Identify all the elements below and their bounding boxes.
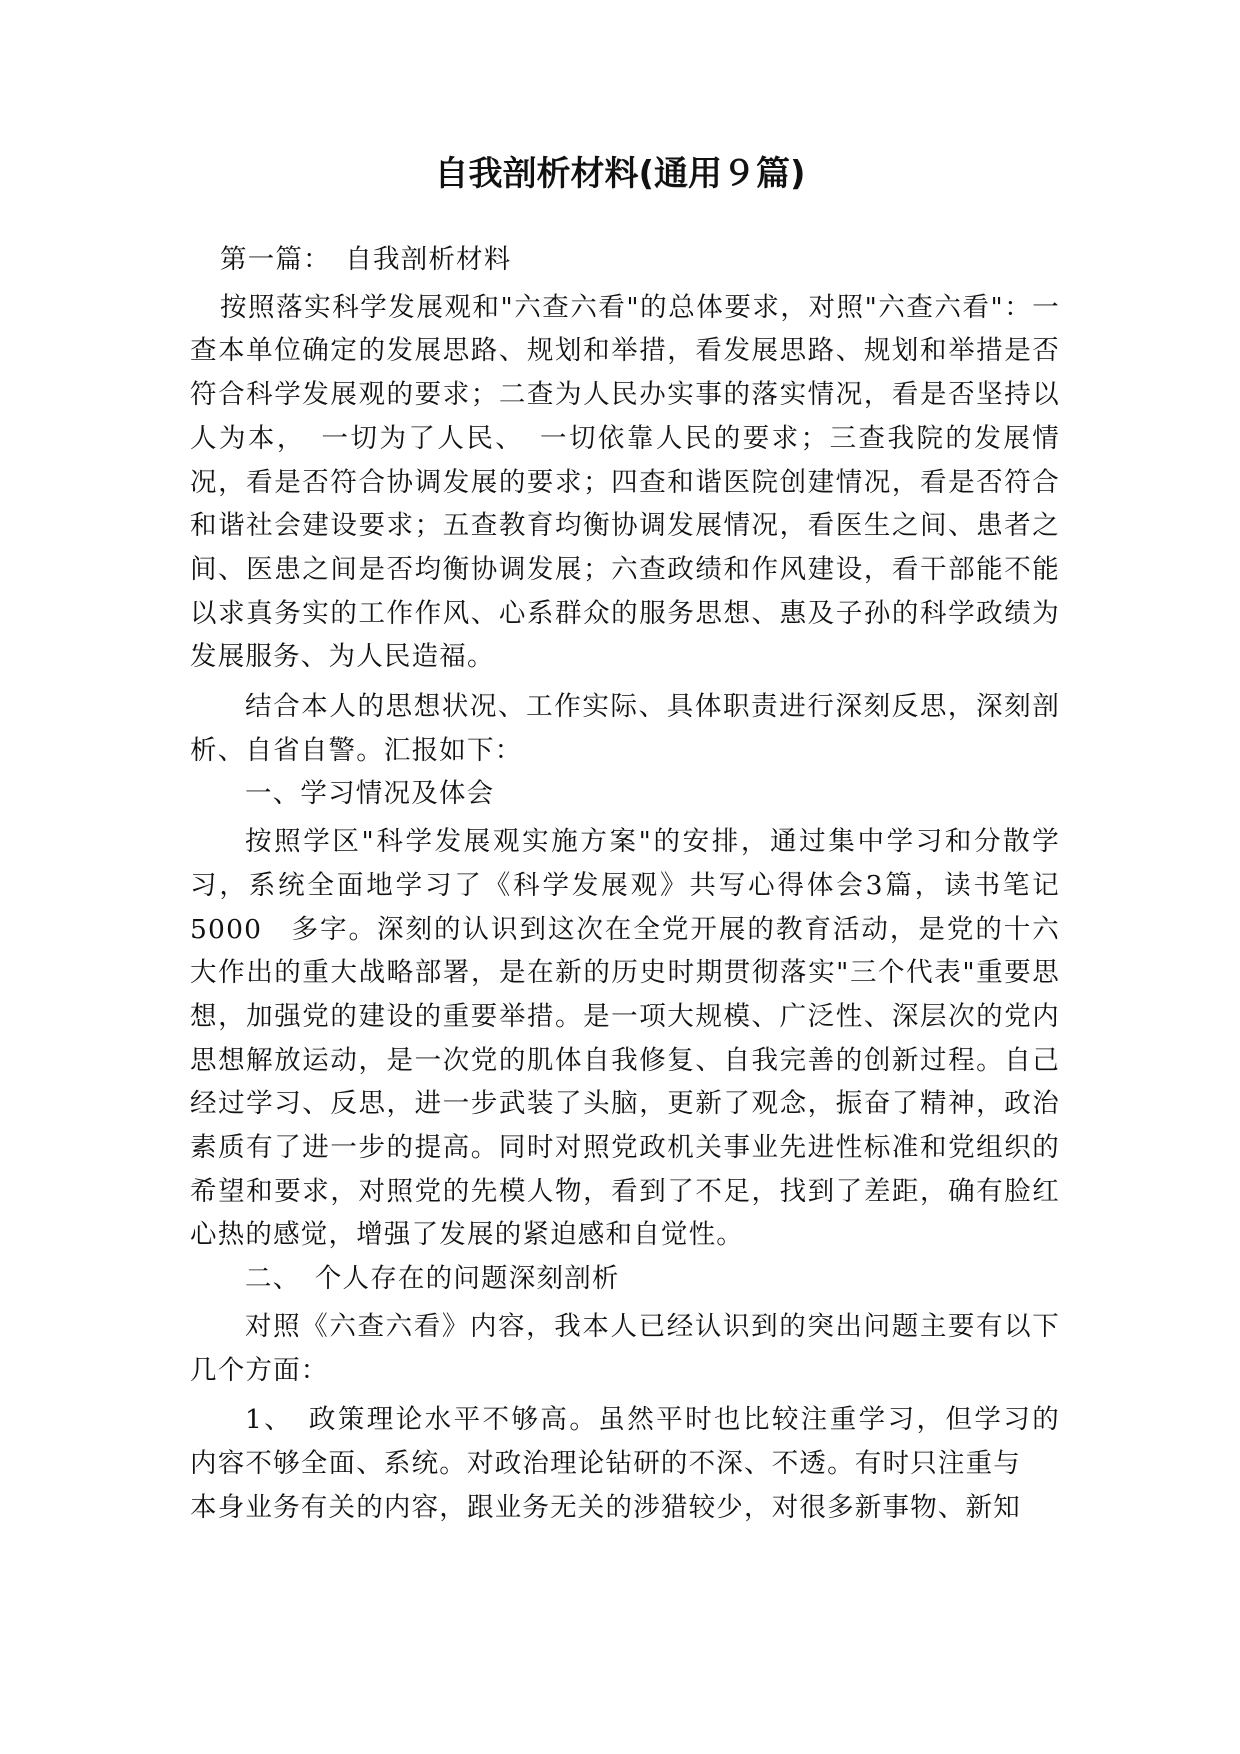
document-body	[190, 238, 1088, 1529]
section-heading: 一、学习情况及体会	[245, 778, 495, 810]
section-heading: 二、 个人存在的问题深刻剖析	[245, 1263, 620, 1295]
section-heading: 第一篇： 自我剖析材料	[220, 244, 512, 275]
document-title: 自我剖析材料(通用９篇)	[434, 154, 806, 194]
paragraph: 结合本人的思想状况、工作实际、具体职责进行深刻反思，深刻剖析、自省自警。汇报如下：	[190, 691, 1060, 766]
paragraph: 对照《六查六看》内容，我本人已经认识到的突出问题主要有以下几个方面：	[190, 1310, 1060, 1386]
paragraph: 1、 政策理论水平不够高。虽然平时也比较注重学习，但学习的 内容不够全面、系统。对政治理论钻研的不深、不透。有时只注重与	[190, 1404, 1088, 1479]
paragraph: 按照学区"科学发展观实施方案"的安排，通过集中学习和分散学习，系统全面地学习了《科学发展观》共写心得体会3篇，读书笔记5000 多字。深刻的认识到这次在全党开展的教育活动，是党的十六大作出的重大战略部署，是在新的历史时期贯彻落实"三个代表"重要思想，加强党的建设的重要举措。是一项大规模、广泛性、深层次的党内思想解放运动，是一次党的肌体自我修复、自我完善的创新过程。自己经过学习、反思，进一步武装了头脑，更新了观念，振奋了精神，政治素质有了进一步的提高。同时对照党政机关事业先进性标准和党组织的希望和要求，对照党的先模人物，看到了不足，找到了差距，确有脸红心热的感觉，增强了发展的紧迫感和自觉性。	[190, 826, 1060, 1251]
paragraph: 按照落实科学发展观和"六查六看"的总体要求，对照"六查六看"：一查本单位确定的发展思路、规划和举措，看发展思路、规划和举措是否符合科学发展观的要求；二查为人民办实事的落实情况，看是否坚持以人为本， 一切为了人民、 一切依靠人民的要求；三查我院的发展情况，看是否符合协调发展的要求；四查和谐医院创建情况，看是否符合和谐社会建设要求；五查教育均衡协调发展情况，看医生之间、患者之间、医患之间是否均衡协调发展；六查政绩和作风建设，看干部能不能以求真务实的工作作风、心系群众的服务思想、惠及子孙的科学政绩为发展服务、为人民造福。	[190, 291, 1060, 673]
paragraph: 本身业务有关的内容，跟业务无关的涉猎较少，对很多新事物、新知	[190, 1491, 1021, 1523]
